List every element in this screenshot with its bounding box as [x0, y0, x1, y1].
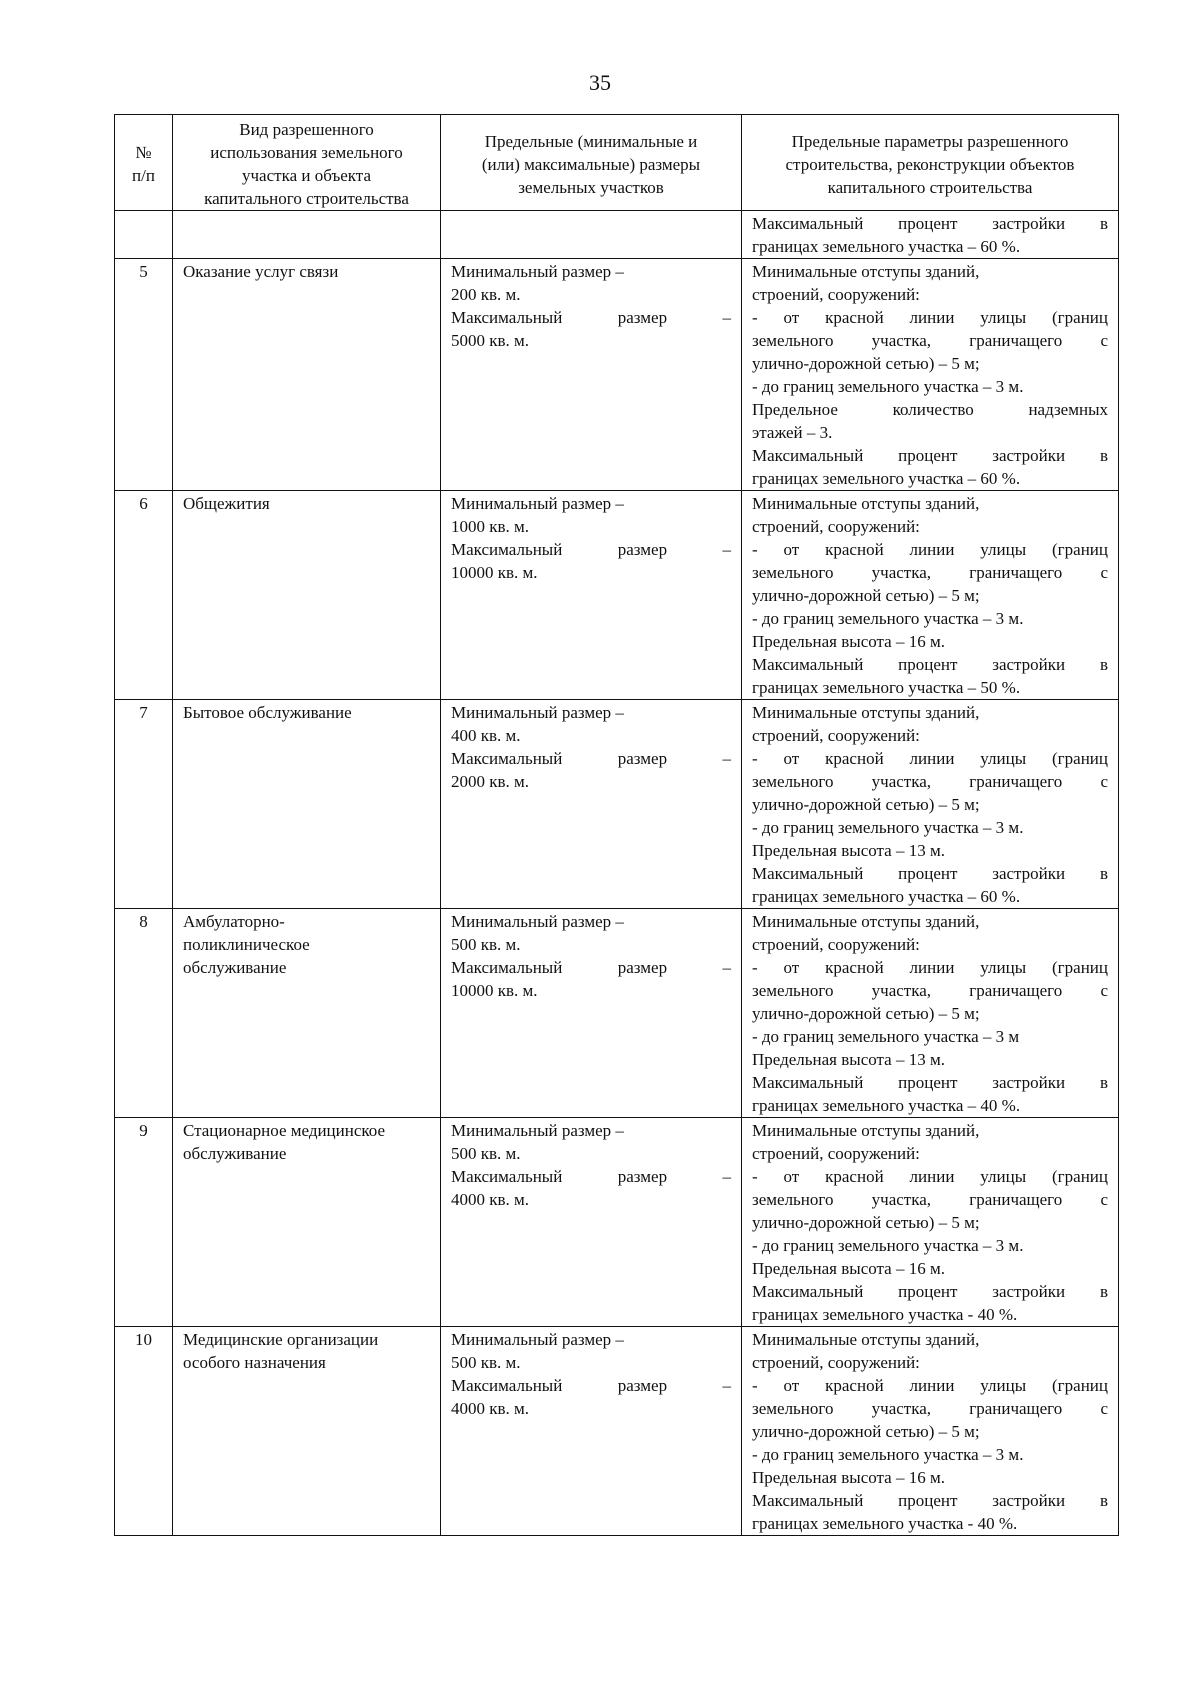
cell-line: границах земельного участка – 60 %. [752, 469, 1021, 488]
cell-line: Стационарное медицинское [183, 1121, 386, 1140]
cell-line: - от красной линии улицы (границ [752, 1167, 1108, 1186]
cell-line: улично-дорожной сетью) – 5 м; [752, 1213, 980, 1232]
cell-line: этажей – 3. [752, 423, 833, 442]
cell-line: Минимальный размер – [451, 494, 624, 513]
cell-line: строений, сооружений: [752, 726, 920, 745]
cell-number: 8 [115, 909, 173, 1118]
cell-line: строений, сооружений: [752, 1144, 920, 1163]
cell-line: Общежития [183, 494, 270, 513]
cell-line: капитального строительства [827, 177, 1033, 197]
cell-line: - от красной линии улицы (границ [752, 308, 1108, 327]
cell-plot-size [441, 700, 742, 909]
cell-line: границах земельного участка – 40 %. [752, 1096, 1021, 1115]
header-build-params [742, 115, 1119, 211]
cell-line: 5000 кв. м. [451, 331, 530, 350]
cell-line: Вид разрешенного [239, 120, 374, 139]
cell-line: границах земельного участка – 60 %. [752, 237, 1021, 256]
cell-build-params [742, 909, 1119, 1118]
header-use-type [173, 115, 441, 211]
cell-line: улично-дорожной сетью) – 5 м; [752, 795, 980, 814]
cell-line: земельного участка, граничащего с [752, 1190, 1108, 1209]
cell-line: Оказание услуг связи [183, 262, 339, 281]
cell-build-params [742, 700, 1119, 909]
cell-line: земельного участка, граничащего с [752, 1399, 1108, 1418]
cell-line: 2000 кв. м. [451, 772, 530, 791]
cell-line: границах земельного участка – 50 %. [752, 678, 1021, 697]
cell-line: Предельная высота – 16 м. [752, 632, 945, 651]
cell-use-type [173, 1327, 441, 1536]
cell-line: Амбулаторно- [183, 912, 285, 931]
cell-line: земельного участка, граничащего с [752, 981, 1108, 1000]
cell-line: земельного участка, граничащего с [752, 331, 1108, 350]
cell-line: Минимальный размер – [451, 262, 624, 281]
cell-build-params [742, 491, 1119, 700]
cell-line: строений, сооружений: [752, 517, 920, 536]
cell-line: использования земельного [210, 143, 403, 162]
table-row [115, 491, 1119, 700]
cell-line: 500 кв. м. [451, 935, 521, 954]
cell-line: 200 кв. м. [451, 285, 521, 304]
cell-use-type [173, 700, 441, 909]
cell-line: Максимальный процент застройки в [752, 655, 1108, 674]
cell-line: Минимальный размер – [451, 1121, 624, 1140]
cell-line: Максимальный процент застройки в [752, 864, 1108, 883]
cell-line: - от красной линии улицы (границ [752, 749, 1108, 768]
cell-line: Предельная высота – 13 м. [752, 841, 945, 860]
cell-line: границах земельного участка - 40 %. [752, 1305, 1018, 1324]
cell-use-type [173, 211, 441, 259]
table-row [115, 1118, 1119, 1327]
cell-use-type [173, 1118, 441, 1327]
table-row [115, 909, 1119, 1118]
cell-line: Максимальный процент застройки в [752, 1073, 1108, 1092]
cell-line: Максимальный процент застройки в [752, 1282, 1108, 1301]
cell-build-params [742, 1327, 1119, 1536]
cell-line: 4000 кв. м. [451, 1399, 530, 1418]
cell-line: Медицинские организации [183, 1330, 379, 1349]
cell-plot-size [441, 909, 742, 1118]
cell-line: Предельная высота – 16 м. [752, 1468, 945, 1487]
cell-line: улично-дорожной сетью) – 5 м; [752, 1004, 980, 1023]
cell-line: границах земельного участка - 40 %. [752, 1514, 1018, 1533]
cell-line: 500 кв. м. [451, 1144, 521, 1163]
cell-plot-size [441, 1118, 742, 1327]
cell-line: Максимальный процент застройки в [752, 446, 1108, 465]
cell-line: Предельные (минимальные и [484, 131, 698, 151]
cell-line: Минимальные отступы зданий, [752, 912, 980, 931]
cell-line: (или) максимальные) размеры [481, 154, 701, 174]
page-number: 35 [589, 70, 611, 95]
cell-line: поликлиническое [183, 935, 310, 954]
cell-line: земельных участков [518, 177, 664, 197]
cell-line: Минимальный размер – [451, 912, 624, 931]
table-header-row [115, 115, 1119, 211]
cell-plot-size [441, 259, 742, 491]
cell-line: - до границ земельного участка – 3 м. [752, 1236, 1024, 1255]
cell-line: Максимальный размер – [451, 308, 731, 327]
cell-line: строений, сооружений: [752, 935, 920, 954]
cell-line: Максимальный размер – [451, 749, 731, 768]
cell-line: улично-дорожной сетью) – 5 м; [752, 1422, 980, 1441]
cell-line: обслуживание [183, 958, 287, 977]
cell-line: Бытовое обслуживание [183, 703, 352, 722]
cell-line: улично-дорожной сетью) – 5 м; [752, 586, 980, 605]
cell-line: 400 кв. м. [451, 726, 521, 745]
cell-line: границах земельного участка – 60 %. [752, 887, 1021, 906]
cell-line: Максимальный размер – [451, 958, 731, 977]
cell-number [115, 211, 173, 259]
cell-number: 7 [115, 700, 173, 909]
cell-line: особого назначения [183, 1353, 326, 1372]
cell-line: Минимальные отступы зданий, [752, 262, 980, 281]
cell-line: Минимальный размер – [451, 1330, 624, 1349]
cell-line: строительства, реконструкции объектов [785, 154, 1075, 174]
table-row [115, 700, 1119, 909]
cell-line: 10000 кв. м. [451, 563, 538, 582]
cell-line: Минимальные отступы зданий, [752, 1330, 980, 1349]
cell-line: Минимальные отступы зданий, [752, 703, 980, 722]
header-plot-size [441, 115, 742, 211]
header-number [115, 115, 173, 211]
cell-number: 9 [115, 1118, 173, 1327]
cell-number: 6 [115, 491, 173, 700]
cell-line: земельного участка, граничащего с [752, 563, 1108, 582]
cell-number: 10 [115, 1327, 173, 1536]
table-row [115, 259, 1119, 491]
land-use-table [114, 114, 1119, 1536]
cell-plot-size [441, 491, 742, 700]
cell-line: 1000 кв. м. [451, 517, 530, 536]
cell-line: Максимальный процент застройки в [752, 1491, 1108, 1510]
cell-line: строений, сооружений: [752, 1353, 920, 1372]
cell-line: - до границ земельного участка – 3 м. [752, 818, 1024, 837]
cell-line: земельного участка, граничащего с [752, 772, 1108, 791]
cell-use-type [173, 491, 441, 700]
cell-line: Максимальный процент застройки в [752, 214, 1108, 233]
cell-line: - от красной линии улицы (границ [752, 1376, 1108, 1395]
cell-line: Предельная высота – 16 м. [752, 1259, 945, 1278]
cell-line: № [135, 143, 152, 162]
cell-line: - от красной линии улицы (границ [752, 540, 1108, 559]
cell-line: - до границ земельного участка – 3 м [752, 1027, 1020, 1046]
cell-line: 500 кв. м. [451, 1353, 521, 1372]
table-row [115, 1327, 1119, 1536]
cell-line: капитального строительства [204, 189, 409, 208]
cell-line: строений, сооружений: [752, 285, 920, 304]
cell-line: Предельное количество надземных [752, 400, 1108, 419]
cell-line: Максимальный размер – [451, 1167, 731, 1186]
cell-build-params [742, 259, 1119, 491]
cell-line: - до границ земельного участка – 3 м. [752, 609, 1024, 628]
cell-number: 5 [115, 259, 173, 491]
cell-line: Максимальный размер – [451, 540, 731, 559]
cell-line: Минимальный размер – [451, 703, 624, 722]
table-row [115, 211, 1119, 259]
cell-plot-size [441, 1327, 742, 1536]
cell-line: 4000 кв. м. [451, 1190, 530, 1209]
cell-line: - до границ земельного участка – 3 м. [752, 1445, 1024, 1464]
cell-line: улично-дорожной сетью) – 5 м; [752, 354, 980, 373]
cell-line: участка и объекта [242, 166, 371, 185]
cell-build-params [742, 1118, 1119, 1327]
cell-plot-size [441, 211, 742, 259]
cell-line: Предельная высота – 13 м. [752, 1050, 945, 1069]
table-body [115, 211, 1119, 1536]
cell-build-params [742, 211, 1119, 259]
cell-line: п/п [132, 166, 155, 185]
cell-use-type [173, 259, 441, 491]
cell-line: 10000 кв. м. [451, 981, 538, 1000]
cell-line: Максимальный размер – [451, 1376, 731, 1395]
cell-line: Предельные параметры разрешенного [791, 131, 1069, 151]
cell-line: обслуживание [183, 1144, 287, 1163]
cell-line: Минимальные отступы зданий, [752, 1121, 980, 1140]
cell-line: - до границ земельного участка – 3 м. [752, 377, 1024, 396]
cell-use-type [173, 909, 441, 1118]
cell-line: - от красной линии улицы (границ [752, 958, 1108, 977]
cell-line: Минимальные отступы зданий, [752, 494, 980, 513]
